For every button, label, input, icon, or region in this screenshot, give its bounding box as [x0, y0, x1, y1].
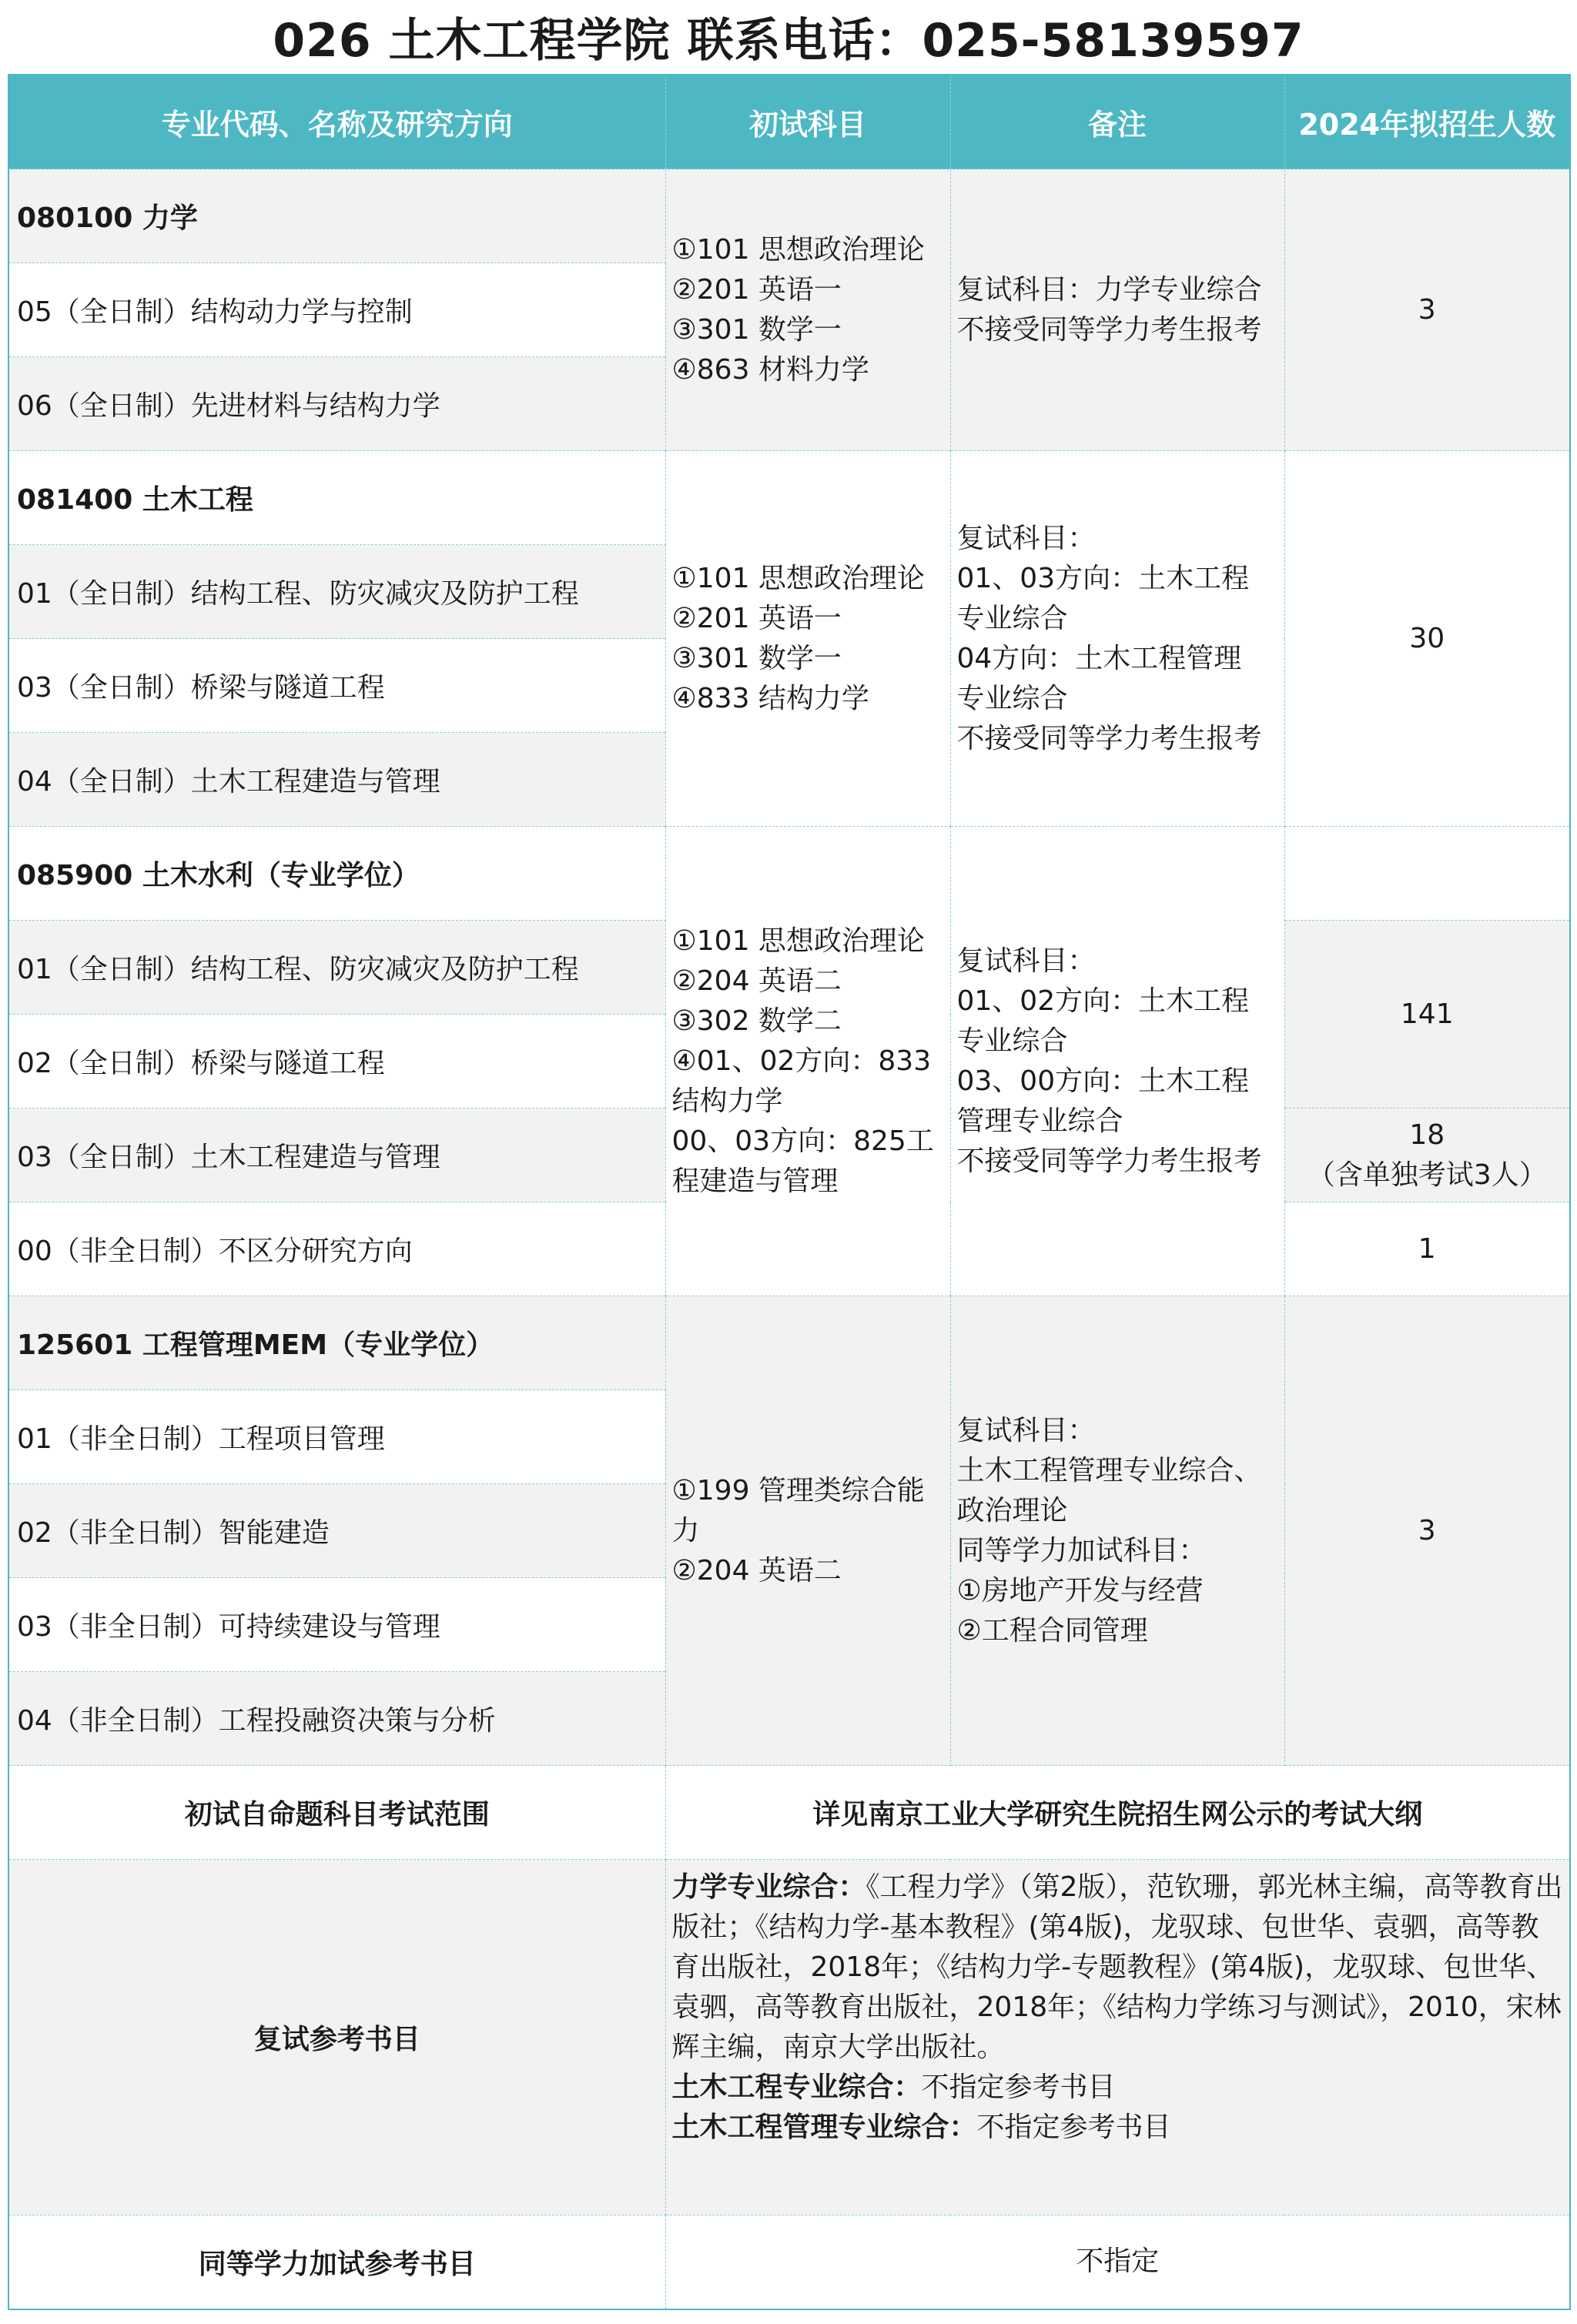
civil-text: 不指定参考书目: [921, 2072, 1116, 2103]
mech-label: 力学专业综合：: [671, 1871, 866, 1903]
equiv-refs-label: 同等学力加试参考书目: [8, 2215, 665, 2309]
quota-empty: [1284, 827, 1570, 921]
direction: 03（全日制）土木工程建造与管理: [8, 1108, 665, 1202]
header-subjects: 初试科目: [665, 75, 950, 169]
table-row: [8, 451, 1570, 545]
direction: 05（全日制）结构动力学与控制: [8, 263, 665, 357]
header-row: [8, 75, 1570, 169]
admissions-table: [8, 74, 1571, 2310]
exam-subjects: ①199 管理类综合能 力 ②204 英语二: [665, 1296, 950, 1766]
equiv-refs-value: 不指定: [665, 2215, 1570, 2309]
header-major: 专业代码、名称及研究方向: [8, 75, 665, 169]
retest-refs-content: [665, 1860, 1570, 2215]
major-name: 080100 力学: [8, 169, 665, 263]
table-row: [8, 1860, 1570, 2215]
quota: 18 （含单独考试3人）: [1284, 1108, 1570, 1202]
exam-subjects: ①101 思想政治理论 ②201 英语一 ③301 数学一 ④833 结构力学: [665, 451, 950, 827]
civil-label: 土木工程专业综合：: [671, 2072, 922, 2103]
direction: 03（全日制）桥梁与隧道工程: [8, 639, 665, 733]
mech-text: 《工程力学》（第2版），范钦珊，郭光林主编，高等教育出版社；《结构力学-基本教程》(第4版)，龙驭球、包世华、袁驷，高等教育出版社，2018年；《结构力学-专题教程》(第4版)，龙驭球、包世华、袁驷，高等教育出版社，2018年；《结构力学练习与测试》，2010，宋林辉主编，南京大学出版社。: [671, 1871, 1563, 2063]
exam-scope-value: 详见南京工业大学研究生院招生网公示的考试大纲: [665, 1766, 1570, 1860]
header-quota: 2024年拟招生人数: [1284, 75, 1570, 169]
quota: 3: [1284, 169, 1570, 451]
table-row: [8, 827, 1570, 921]
table-row: [8, 2215, 1570, 2309]
civilmgmt-text: 不指定参考书目: [976, 2112, 1171, 2143]
civilmgmt-label: 土木工程管理专业综合：: [671, 2112, 977, 2143]
direction: 02（全日制）桥梁与隧道工程: [8, 1015, 665, 1108]
retest-refs-label: 复试参考书目: [8, 1860, 665, 2215]
major-name: 081400 土木工程: [8, 451, 665, 545]
remarks: 复试科目： 土木工程管理专业综合、 政治理论 同等学力加试科目： ①房地产开发与经营 ②工程合同管理: [950, 1296, 1284, 1766]
exam-scope-label: 初试自命题科目考试范围: [8, 1766, 665, 1860]
quota: 30: [1284, 451, 1570, 827]
table-row: [8, 1296, 1570, 1390]
exam-subjects: ①101 思想政治理论 ②201 英语一 ③301 数学一 ④863 材料力学: [665, 169, 950, 451]
direction: 01（全日制）结构工程、防灾减灾及防护工程: [8, 545, 665, 639]
direction: 04（非全日制）工程投融资决策与分析: [8, 1672, 665, 1766]
remarks: 复试科目：力学专业综合 不接受同等学力考生报考: [950, 169, 1284, 451]
direction: 01（全日制）结构工程、防灾减灾及防护工程: [8, 921, 665, 1015]
major-name: 125601 工程管理MEM（专业学位）: [8, 1296, 665, 1390]
direction: 01（非全日制）工程项目管理: [8, 1390, 665, 1484]
direction: 02（非全日制）智能建造: [8, 1484, 665, 1578]
direction: 03（非全日制）可持续建设与管理: [8, 1578, 665, 1672]
remarks: 复试科目： 01、03方向：土木工程 专业综合 04方向：土木工程管理 专业综合 不接受同等学力考生报考: [950, 451, 1284, 827]
table-row: [8, 169, 1570, 263]
remarks: 复试科目： 01、02方向：土木工程 专业综合 03、00方向：土木工程 管理专业综合 不接受同等学力考生报考: [950, 827, 1284, 1296]
direction: 06（全日制）先进材料与结构力学: [8, 357, 665, 451]
header-remarks: 备注: [950, 75, 1284, 169]
quota: 141: [1284, 921, 1570, 1108]
page-title: 026 土木工程学院 联系电话：025-58139597: [273, 14, 1304, 68]
major-name: 085900 土木水利（专业学位）: [8, 827, 665, 921]
direction: 04（全日制）土木工程建造与管理: [8, 733, 665, 827]
table-row: [8, 1766, 1570, 1860]
quota: 1: [1284, 1202, 1570, 1296]
quota: 3: [1284, 1296, 1570, 1766]
direction: 00（非全日制）不区分研究方向: [8, 1202, 665, 1296]
exam-subjects: ①101 思想政治理论 ②204 英语二 ③302 数学二 ④01、02方向：833 结构力学 00、03方向：825工 程建造与管理: [665, 827, 950, 1296]
